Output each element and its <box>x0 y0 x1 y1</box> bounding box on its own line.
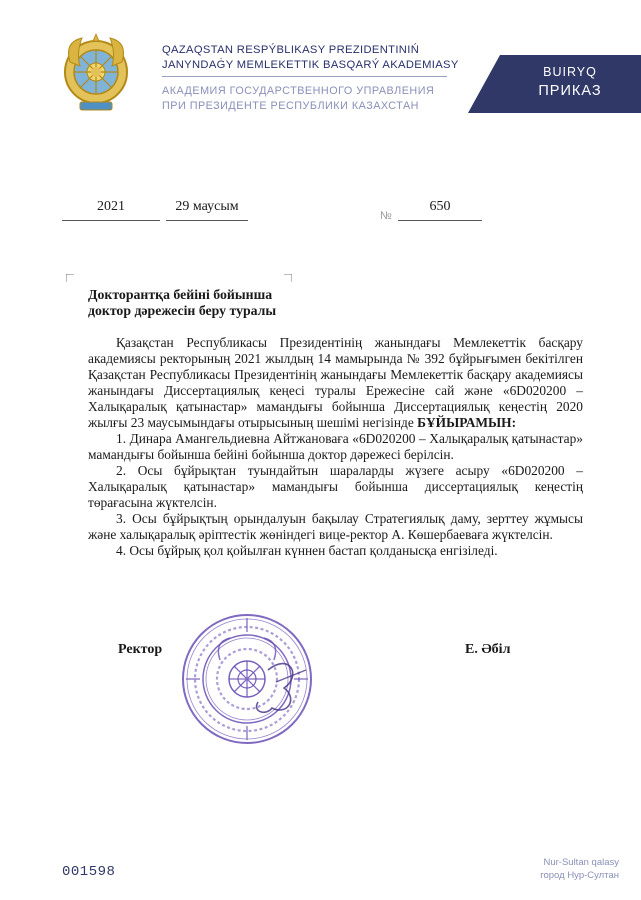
registration-number: 001598 <box>62 864 116 880</box>
subject-corner-left <box>66 274 74 282</box>
order-item-2: 2. Осы бұйрықтан туындайтын шараларды жүзеге асыру «6D020200 – Халықаралық қатынастар» мамандығы бойынша диссертациялық кеңестің төрағасына жүктелсін. <box>88 463 583 510</box>
order-year: 2021 <box>97 199 125 214</box>
order-subject <box>88 287 276 319</box>
date-underline <box>166 220 248 221</box>
badge-label-kazakh: BUIRYQ <box>543 65 597 79</box>
year-underline <box>62 220 160 221</box>
city-russian: город Нур-Султан <box>540 870 619 881</box>
signatory-name: Е. Әбіл <box>465 642 511 657</box>
city-latin: Nur-Sultan qalasy <box>543 857 619 868</box>
badge-label-russian: ПРИКАЗ <box>538 83 602 99</box>
order-date: 29 маусым <box>175 199 239 214</box>
order-number: 650 <box>429 199 451 214</box>
header-divider <box>162 76 447 77</box>
preamble-paragraph <box>88 335 583 431</box>
academy-name-latin <box>162 43 459 73</box>
official-seal-icon <box>180 612 314 746</box>
academy-name-russian <box>162 84 434 114</box>
badge-corner <box>468 55 500 113</box>
state-emblem-icon <box>62 32 130 116</box>
academy-name-latin-line2: JANYNDAĠY MEMLEKETTIK BASQARÝ AKADEMIASY <box>162 59 459 71</box>
academy-name-russian-line1: АКАДЕМИЯ ГОСУДАРСТВЕННОГО УПРАВЛЕНИЯ <box>162 85 435 97</box>
order-item-3: 3. Осы бұйрықтың орындалуын бақылау Стратегиялық даму, зерттеу жұмысы және халықаралық әріптестік жөніндегі вице-ректор А. Көшербаеваға жүктелсін. <box>88 511 583 542</box>
subject-line2: доктор дәрежесін беру туралы <box>88 303 277 318</box>
subject-line1: Докторантқа бейіні бойынша <box>88 287 273 302</box>
subject-corner-right <box>284 274 292 282</box>
document-type-label <box>505 64 635 101</box>
number-underline <box>398 220 482 221</box>
order-word-colon: : <box>511 415 517 430</box>
order-item-1: 1. Динара Амангельдиевна Айтжановаға «6D020200 – Халықаралық қатынастар» мамандығы бойынша бейіні бойынша доктор дәрежесі берілсін. <box>88 431 583 462</box>
academy-name-latin-line1: QAZAQSTAN RESPÝBLIKASY PREZIDENTINIŃ <box>162 44 420 56</box>
city-caption <box>540 856 619 882</box>
preamble-text: Қазақстан Республикасы Президентінің жанындағы Мемлекеттік басқару академиясы ректорының 2021 жылдың 14 мамырында № 392 бұйрығымен бекітілген Қазақстан Республикасы Президентінің жанындағы Мемлекеттік басқару академиясы жанындағы Диссертациялық кеңесі туралы Ережесіне сай және «6D020200 – Халықаралық қатынастар» мамандығы бойынша Диссертациялық кеңестің 2020 жылғы 23 маусымындағы отырысының шешімі негізінде <box>88 335 583 430</box>
academy-name-russian-line2: ПРИ ПРЕЗИДЕНТЕ РЕСПУБЛИКИ КАЗАХСТАН <box>162 100 419 112</box>
order-word: БҰЙЫРАМЫН <box>417 415 512 430</box>
order-body <box>88 335 583 559</box>
order-item-4: 4. Осы бұйрық қол қойылған күннен бастап қолданысқа енгізіледі. <box>116 543 498 558</box>
signatory-title: Ректор <box>118 642 163 657</box>
number-sign: № <box>380 210 392 222</box>
